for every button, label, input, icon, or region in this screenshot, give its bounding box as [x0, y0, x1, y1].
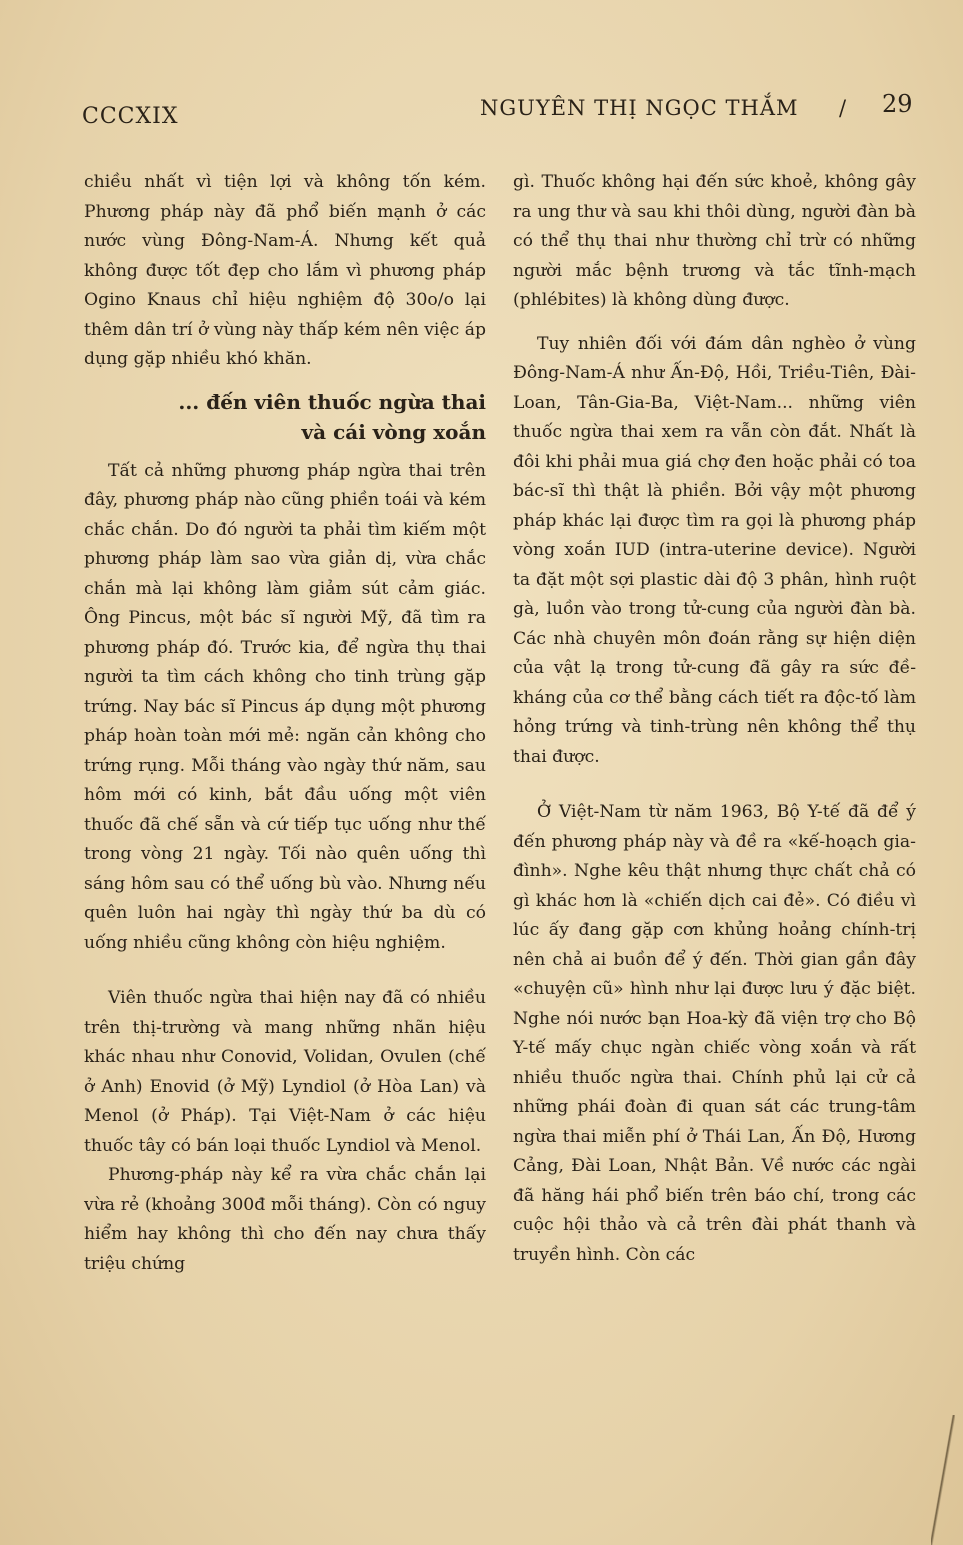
paragraph: Tuy nhiên đối với đám dân nghèo ở vùng Đông-Nam-Á như Ấn-Độ, Hồi, Triều-Tiên, Đài-Loan, Tân-Gia-Ba, Việt-Nam... những viên thuốc ngừa thai xem ra vẫn còn đắt. Nhất là đôi khi phải mua giá chợ đen hoặc phải có toa bác-sĩ thì thật là phiền. Bởi vậy một phương pháp khác lại được tìm ra gọi là phương pháp vòng xoắn IUD (intra-uterine device). Người ta đặt một sợi plastic dài độ 3 phân, hình ruột gà, luồn vào trong tử-cung của người đàn bà. Các nhà chuyên môn đoán rằng sự hiện diện của vật lạ trong tử-cung đã gây ra sức đề-kháng của cơ thể bằng cách tiết ra độc-tố làm hỏng trứng và tinh-trùng nên không thể thụ thai được.	[513, 333, 916, 767]
paragraph: Ở Việt-Nam từ năm 1963, Bộ Y-tế đã để ý đến phương pháp này và đề ra «kế-hoạch gia-đình». Nghe kêu thật nhưng thực chất chả có gì khác hơn là «chiến dịch cai đẻ». Có điều vì lúc ấy đang gặp cơn khủng hoảng chính-trị nên chả ai buồn để ý đến. Thời gian gần đây «chuyện cũ» hình như lại được lưu ý đặc biệt. Nghe nói nước bạn Hoa-kỳ đã viện trợ cho Bộ Y-tế mấy chục ngàn chiếc vòng xoắn và rất nhiều thuốc ngừa thai. Chính phủ lại cử cả những phái đoàn đi quan sát các trung-tâm ngừa thai miễn phí ở Thái Lan, Ấn Độ, Hương Cảng, Đài Loan, Nhật Bản. Về nước các ngài đã hăng hái phổ biến trên báo chí, trong các cuộc hội thảo và cả trên đài phát thanh và truyền hình. Còn các	[513, 802, 916, 1265]
page-edge-mark	[931, 1415, 955, 1545]
right-column	[513, 168, 916, 1270]
paragraph: gì. Thuốc không hại đến sức khoẻ, không gây ra ung thư và sau khi thôi dùng, người đàn bà có thể thụ thai như thường chỉ trừ có những người mắc bệnh trương và tắc tĩnh-mạch (phlébites) là không dùng được.	[513, 172, 916, 310]
left-column	[84, 168, 486, 1279]
section-heading-line: và cái vòng xoắn	[301, 419, 486, 444]
paragraph: Phương-pháp này kể ra vừa chắc chắn lại vừa rẻ (khoảng 300đ mỗi tháng). Còn có nguy hiểm hay không thì cho đến nay chưa thấy triệu chứng	[84, 1165, 486, 1274]
paragraph: Viên thuốc ngừa thai hiện nay đã có nhiều trên thị-trường và mang những nhãn hiệu khác nhau như Conovid, Volidan, Ovulen (chế ở Anh) Enovid (ở Mỹ) Lyndiol (ở Hòa Lan) và Menol (ở Pháp). Tại Việt-Nam ở các hiệu thuốc tây có bán loại thuốc Lyndiol và Menol.	[84, 988, 486, 1156]
running-title: NGUYÊN THỊ NGỌC THẮM	[480, 96, 799, 120]
section-heading-line: ... đến viên thuốc ngừa thai	[178, 389, 486, 414]
paragraph: Tất cả những phương pháp ngừa thai trên đây, phương pháp nào cũng phiền toái và kém chắc chắn. Do đó người ta phải tìm kiếm một phương pháp làm sao vừa giản dị, vừa chắc chắn mà lại không làm giảm sút cảm giác. Ông Pincus, một bác sĩ người Mỹ, đã tìm ra phương pháp đó. Trước kia, để ngừa thụ thai người ta tìm cách không cho tinh trùng gặp trứng. Nay bác sĩ Pincus áp dụng một phương pháp hoàn toàn mới mẻ: ngăn cản không cho trứng rụng. Mỗi tháng vào ngày thứ năm, sau hôm mới có kinh, bắt đầu uống một viên thuốc đã chế sẵn và cứ tiếp tục uống như thế trong vòng 21 ngày. Tối nào quên uống thì sáng hôm sau có thể uống bù vào. Nhưng nếu quên luôn hai ngày thì ngày thứ ba dù có uống nhiều cũng không còn hiệu nghiệm.	[84, 460, 486, 953]
section-number: CCCXIX	[82, 104, 179, 129]
paragraph: chiều nhất vì tiện lợi và không tốn kém. Phương pháp này đã phổ biến mạnh ở các nước vùng Đông-Nam-Á. Nhưng kết quả không được tốt đẹp cho lắm vì phương pháp Ogino Knaus chỉ hiệu nghiệm độ 30o/o lại thêm dân trí ở vùng này thấp kém nên việc áp dụng gặp nhiều khó khăn.	[84, 172, 486, 369]
section-heading	[84, 387, 486, 447]
page-header	[82, 90, 913, 132]
page-number: 29	[882, 90, 913, 118]
header-separator: /	[839, 96, 847, 120]
